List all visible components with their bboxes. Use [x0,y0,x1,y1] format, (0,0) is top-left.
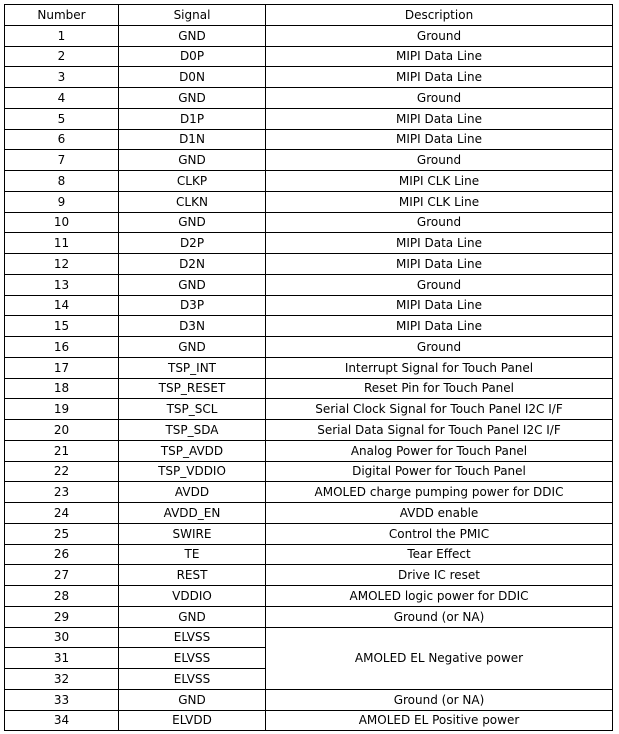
table-row [5,212,613,233]
table-row [5,482,613,503]
signal-cell: REST [119,565,266,586]
pin-number-cell: 9 [5,191,119,212]
description-cell: MIPI Data Line [266,67,613,88]
table-row [5,440,613,461]
table-row [5,233,613,254]
table-row [5,378,613,399]
table-row [5,399,613,420]
signal-cell: TSP_VDDIO [119,461,266,482]
description-column-header: Description [266,5,613,26]
description-cell: Tear Effect [266,544,613,565]
pin-number-cell: 11 [5,233,119,254]
signal-cell: CLKN [119,191,266,212]
table-row [5,689,613,710]
table-row [5,565,613,586]
table-row [5,295,613,316]
description-cell: MIPI Data Line [266,254,613,275]
description-cell: MIPI Data Line [266,129,613,150]
table-row [5,544,613,565]
table-row [5,274,613,295]
pin-number-cell: 15 [5,316,119,337]
pin-number-cell: 30 [5,627,119,648]
description-cell: Ground [266,337,613,358]
signal-cell: GND [119,606,266,627]
signal-cell: D2P [119,233,266,254]
table-row [5,46,613,67]
table-row [5,88,613,109]
pin-assignment-table [4,4,613,731]
table-row [5,191,613,212]
pin-rows [5,25,613,731]
pin-number-cell: 10 [5,212,119,233]
signal-cell: TE [119,544,266,565]
pin-number-cell: 21 [5,440,119,461]
pin-number-cell: 18 [5,378,119,399]
signal-cell: D1P [119,108,266,129]
signal-cell: GND [119,274,266,295]
pin-number-cell: 34 [5,710,119,731]
signal-cell: CLKP [119,171,266,192]
signal-cell: D1N [119,129,266,150]
table-row [5,129,613,150]
pin-number-cell: 6 [5,129,119,150]
description-cell: Ground [266,274,613,295]
table-row [5,108,613,129]
table-row [5,316,613,337]
pin-number-cell: 27 [5,565,119,586]
signal-cell: TSP_SDA [119,420,266,441]
table-row [5,150,613,171]
signal-cell: ELVSS [119,669,266,690]
table-row [5,586,613,607]
description-cell: MIPI Data Line [266,108,613,129]
description-cell: Serial Data Signal for Touch Panel I2C I/F [266,420,613,441]
header-row [5,5,613,26]
pin-number-cell: 3 [5,67,119,88]
table-row [5,25,613,46]
pin-number-cell: 20 [5,420,119,441]
pin-number-cell: 7 [5,150,119,171]
table-row [5,461,613,482]
description-cell: Ground (or NA) [266,689,613,710]
pin-number-cell: 24 [5,503,119,524]
pin-number-cell: 5 [5,108,119,129]
pin-number-cell: 17 [5,357,119,378]
signal-cell: AVDD [119,482,266,503]
description-cell: Interrupt Signal for Touch Panel [266,357,613,378]
signal-cell: GND [119,25,266,46]
signal-cell: GND [119,150,266,171]
signal-cell: GND [119,88,266,109]
pin-number-cell: 4 [5,88,119,109]
description-cell: AMOLED EL Positive power [266,710,613,731]
signal-cell: D0N [119,67,266,88]
description-cell: Drive IC reset [266,565,613,586]
description-cell: AMOLED charge pumping power for DDIC [266,482,613,503]
signal-cell: D2N [119,254,266,275]
signal-cell: GND [119,212,266,233]
pin-number-cell: 16 [5,337,119,358]
signal-cell: GND [119,337,266,358]
signal-cell: SWIRE [119,523,266,544]
pin-number-cell: 31 [5,648,119,669]
table-row [5,357,613,378]
signal-cell: GND [119,689,266,710]
pin-number-cell: 26 [5,544,119,565]
pin-number-cell: 19 [5,399,119,420]
description-cell: MIPI CLK Line [266,191,613,212]
description-cell: Ground [266,150,613,171]
description-cell: AMOLED logic power for DDIC [266,586,613,607]
pin-number-cell: 2 [5,46,119,67]
signal-cell: VDDIO [119,586,266,607]
description-cell: MIPI Data Line [266,46,613,67]
signal-cell: TSP_SCL [119,399,266,420]
description-cell: AMOLED EL Negative power [266,627,613,689]
pin-number-cell: 32 [5,669,119,690]
table-row [5,171,613,192]
description-cell: Ground (or NA) [266,606,613,627]
description-cell: Control the PMIC [266,523,613,544]
description-cell: Ground [266,212,613,233]
pin-number-cell: 28 [5,586,119,607]
pin-number-cell: 14 [5,295,119,316]
pin-number-cell: 13 [5,274,119,295]
pin-number-cell: 23 [5,482,119,503]
signal-column-header: Signal [119,5,266,26]
table-row [5,67,613,88]
signal-cell: D3P [119,295,266,316]
number-column-header: Number [5,5,119,26]
pin-number-cell: 1 [5,25,119,46]
table-row [5,337,613,358]
table-row [5,710,613,731]
pin-number-cell: 8 [5,171,119,192]
description-cell: MIPI Data Line [266,316,613,337]
signal-cell: D3N [119,316,266,337]
description-cell: Digital Power for Touch Panel [266,461,613,482]
table-row [5,420,613,441]
signal-cell: ELVSS [119,627,266,648]
description-cell: MIPI CLK Line [266,171,613,192]
pin-number-cell: 12 [5,254,119,275]
signal-cell: ELVSS [119,648,266,669]
table-row [5,606,613,627]
table-row [5,503,613,524]
description-cell: Analog Power for Touch Panel [266,440,613,461]
signal-cell: TSP_RESET [119,378,266,399]
signal-cell: TSP_AVDD [119,440,266,461]
signal-cell: TSP_INT [119,357,266,378]
description-cell: Serial Clock Signal for Touch Panel I2C I/F [266,399,613,420]
description-cell: AVDD enable [266,503,613,524]
description-cell: Ground [266,25,613,46]
description-cell: Ground [266,88,613,109]
pin-number-cell: 29 [5,606,119,627]
table-row [5,254,613,275]
signal-cell: AVDD_EN [119,503,266,524]
description-cell: MIPI Data Line [266,233,613,254]
pin-number-cell: 33 [5,689,119,710]
pin-number-cell: 25 [5,523,119,544]
signal-cell: D0P [119,46,266,67]
pin-number-cell: 22 [5,461,119,482]
signal-cell: ELVDD [119,710,266,731]
table-row [5,523,613,544]
description-cell: Reset Pin for Touch Panel [266,378,613,399]
description-cell: MIPI Data Line [266,295,613,316]
table-row [5,627,613,648]
